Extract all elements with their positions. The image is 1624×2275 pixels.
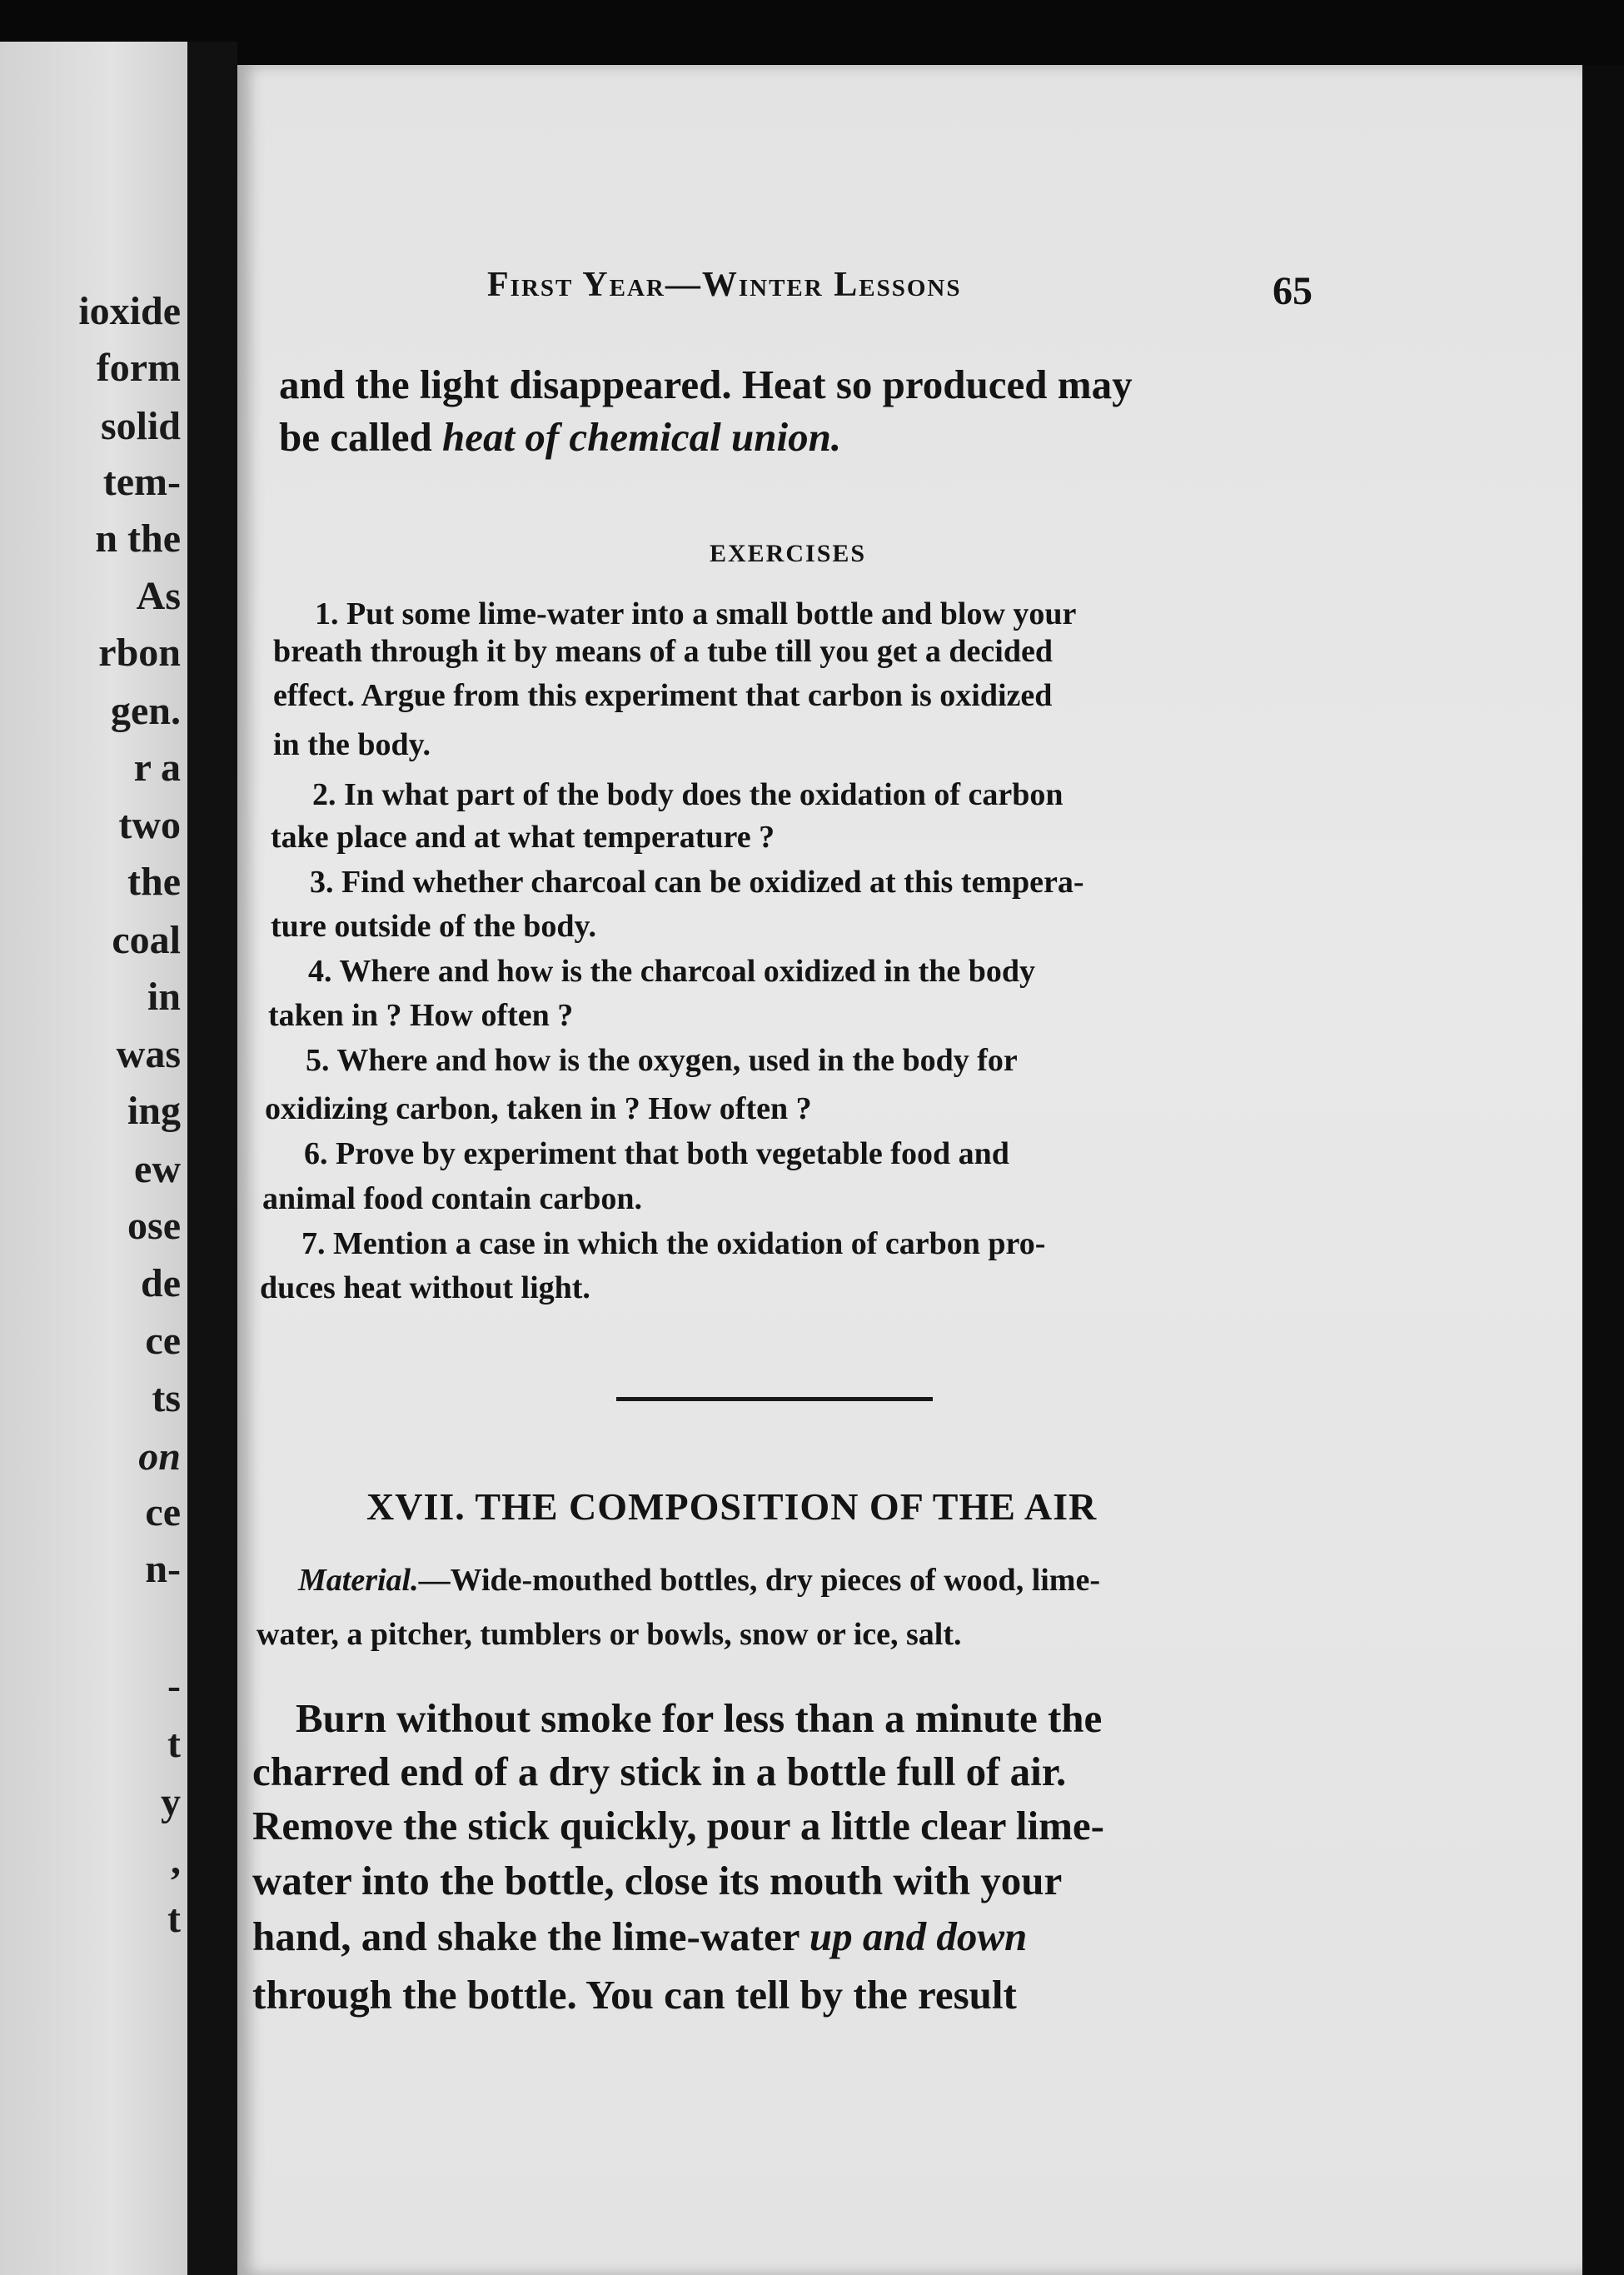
exercise-line: taken in ? How often ? [268,998,574,1033]
section-title: XVII. THE COMPOSITION OF THE AIR [366,1485,1098,1528]
exercise-line: in the body. [273,727,431,762]
previous-page-fragment: tem- [102,460,181,504]
body-line-3: Remove the stick quickly, pour a little clear lime- [252,1803,1104,1848]
exercise-line: breath through it by means of a tube till you get a decided [273,634,1053,669]
material-line-2: water, a pitcher, tumblers or bowls, snow or ice, salt. [257,1617,962,1652]
exercise-line: 2. In what part of the body does the oxidation of carbon [312,777,1064,812]
exercise-line: effect. Argue from this experiment that carbon is oxidized [273,678,1053,713]
exercise-line: animal food contain carbon. [262,1181,643,1216]
previous-page-fragment: y [161,1780,181,1824]
previous-page-fragment: the [127,860,181,904]
body-line-5-emphasis: up and down [809,1913,1028,1959]
exercise-line: 5. Where and how is the oxygen, used in the body for [306,1043,1018,1078]
previous-page-fragment: gen. [111,689,181,733]
previous-page-fragment: ce [145,1490,181,1534]
previous-page-fragment: ce [145,1319,181,1363]
previous-page-fragment: n the [95,516,181,561]
body-line-2: charred end of a dry stick in a bottle full of air. [252,1749,1067,1794]
body-line-6: through the bottle. You can tell by the result [252,1972,1017,2018]
previous-page-fragment: , [171,1838,181,1883]
exercise-line: ture outside of the body. [271,909,596,944]
exercise-line: 1. Put some lime-water into a small bottle and blow your [315,596,1077,631]
previous-page-fragment: - [167,1664,181,1708]
exercise-line: oxidizing carbon, taken in ? How often ? [265,1091,812,1126]
exercise-line: 7. Mention a case in which the oxidation of carbon pro- [301,1226,1046,1261]
intro-line-1: and the light disappeared. Heat so produced may [279,362,1133,407]
previous-page-fragment: was [116,1032,181,1076]
book-binding-gutter [187,42,237,2275]
previous-page-fragment: ing [127,1089,181,1133]
exercise-line: 3. Find whether charcoal can be oxidized at this tempera- [310,865,1084,900]
exercise-line: 4. Where and how is the charcoal oxidized in the body [308,954,1036,989]
previous-page-fragment: ts [152,1376,181,1420]
material-text-1: —Wide-mouthed bottles, dry pieces of wood, lime- [418,1563,1100,1598]
exercise-line: 6. Prove by experiment that both vegetable food and [304,1136,1009,1171]
material-line-1 [298,1564,1100,1596]
exercise-line: duces heat without light. [260,1270,590,1305]
previous-page-edge [0,42,187,2275]
section-divider-rule [616,1397,933,1401]
scan-top-border [0,0,1624,67]
previous-page-fragment: coal [112,918,181,962]
previous-page-fragment: ioxide [78,289,181,333]
scan-right-border [1582,65,1624,2275]
previous-page-fragment: rbon [98,631,181,675]
previous-page-fragment: in [147,975,181,1019]
previous-page-fragment: two [118,803,181,847]
exercises-heading: EXERCISES [710,540,867,567]
previous-page-fragment: ew [134,1147,181,1191]
previous-page-fragment: r a [133,746,181,790]
body-line-5 [252,1913,1028,1959]
exercise-line: take place and at what temperature ? [271,820,775,855]
body-line-5-prefix: hand, and shake the lime-water [252,1913,810,1959]
previous-page-fragment: t [167,1722,181,1766]
previous-page-fragment: ose [127,1204,181,1248]
intro-line-2-emphasis: heat of chemical union. [441,414,842,460]
previous-page-fragment: As [136,574,181,618]
body-line-4: water into the bottle, close its mouth with your [252,1858,1063,1903]
previous-page-fragment: on [138,1434,181,1479]
running-head: First Year—Winter Lessons [487,266,962,304]
body-line-1: Burn without smoke for less than a minute the [296,1695,1103,1741]
material-label: Material. [298,1563,419,1598]
previous-page-fragment: de [141,1261,181,1305]
previous-page-fragment: n- [145,1547,181,1591]
previous-page-fragment: t [167,1897,181,1941]
intro-line-2 [279,414,842,460]
page-number: 65 [1273,269,1313,313]
intro-line-2-prefix: be called [279,414,442,460]
previous-page-fragment: solid [100,404,181,448]
previous-page-fragment: form [96,346,181,390]
